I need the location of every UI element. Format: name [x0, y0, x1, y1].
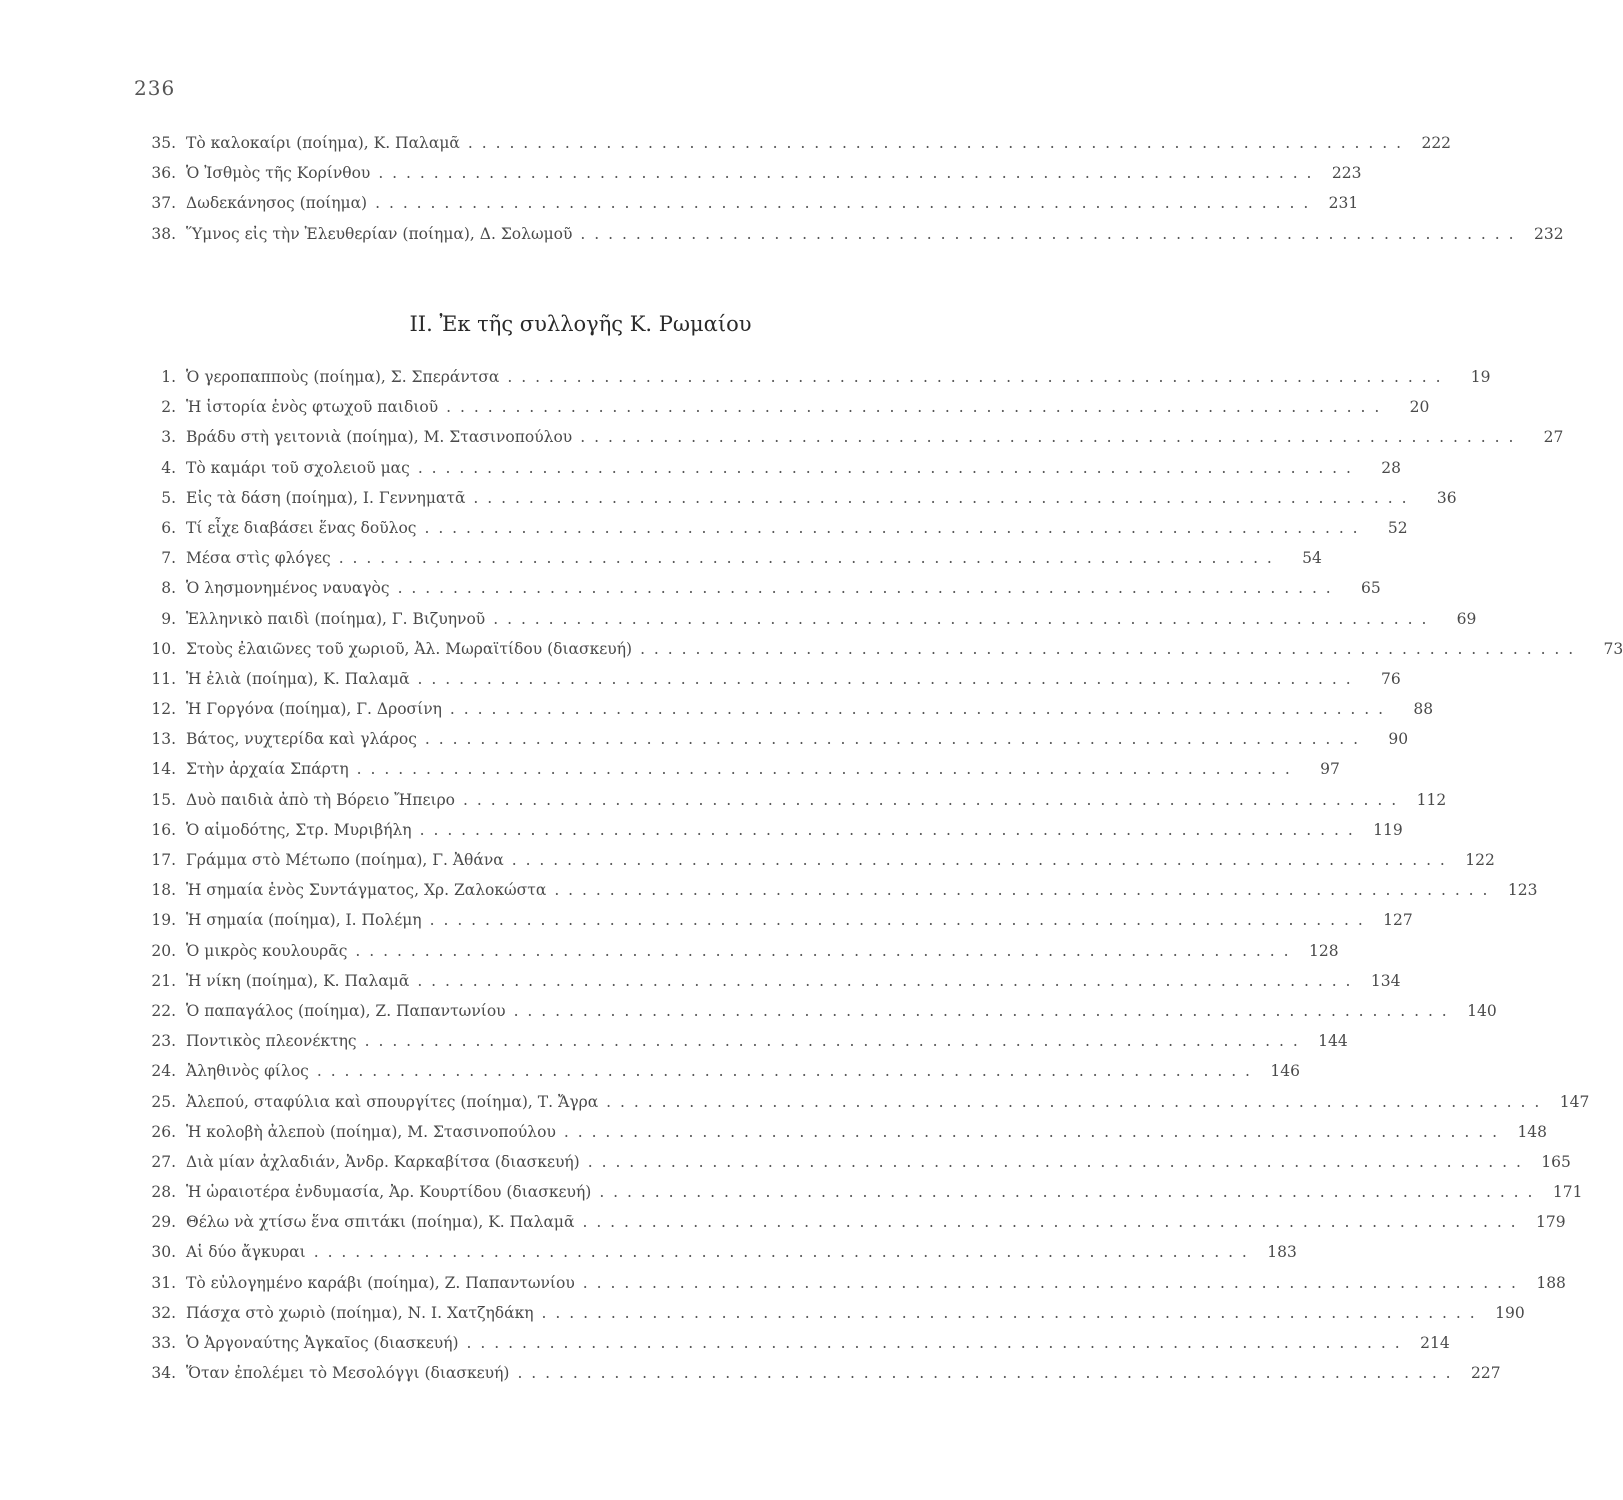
toc-entry-number: 24.: [151, 1062, 176, 1081]
toc-entry: [118, 1364, 1501, 1394]
toc-entry: [118, 881, 1538, 911]
toc-entry-title: Ἡ ἱστορία ἑνὸς φτωχοῦ παιδιοῦ: [186, 398, 439, 417]
dot-leader: [512, 851, 1447, 869]
dot-leader: [640, 640, 1575, 658]
toc-entry-number: 16.: [151, 820, 176, 839]
toc-entry-number: 19.: [151, 911, 176, 930]
toc-entry: [118, 518, 1408, 549]
page-number: 236: [134, 76, 176, 100]
toc-entry-page: 214: [1420, 1334, 1450, 1352]
dot-leader: [582, 1213, 1517, 1231]
toc-entry-number: 8.: [161, 579, 176, 598]
toc-entry-page: 28: [1381, 458, 1401, 477]
toc-entry: [118, 1213, 1566, 1243]
toc-entry-title: Δυὸ παιδιὰ ἀπὸ τὴ Βόρειο Ἤπειρο: [186, 790, 456, 809]
toc-entry-title: Πάσχα στὸ χωριὸ (ποίημα), Ν. Ι. Χατζηδάκη: [186, 1303, 534, 1322]
toc-entry-number: 26.: [151, 1122, 176, 1141]
toc-entry-page: 144: [1318, 1032, 1348, 1051]
dot-leader: [542, 1304, 1477, 1322]
toc-entry-title: Γράμμα στὸ Μέτωπο (ποίημα), Γ. Ἀθάνα: [186, 851, 504, 869]
toc-entry-title: Ὕμνος εἰς τὴν Ἐλευθερίαν (ποίημα), Δ. Σολωμοῦ: [186, 224, 573, 243]
toc-entry-page: 123: [1507, 881, 1538, 900]
dot-leader: [514, 1002, 1449, 1020]
dot-leader: [463, 791, 1398, 809]
toc-entry: [118, 971, 1401, 1002]
toc-entry-number: 37.: [151, 194, 176, 213]
toc-entry: [118, 1243, 1297, 1273]
dot-leader: [339, 549, 1274, 567]
toc-entry-title: Στὴν ἀρχαία Σπάρτη: [186, 760, 349, 779]
toc-entry: [118, 1334, 1450, 1364]
toc-entry: [118, 428, 1564, 458]
dot-leader: [314, 1243, 1249, 1261]
toc-entry-number: 33.: [151, 1334, 176, 1352]
toc-entry-number: 5.: [161, 488, 176, 507]
toc-entry-number: 22.: [151, 1001, 176, 1020]
toc-entry: [118, 458, 1401, 489]
dot-leader: [580, 225, 1515, 243]
toc-entry-number: 20.: [151, 941, 176, 960]
toc-entry-number: 28.: [151, 1183, 176, 1202]
toc-entry-page: 231: [1328, 194, 1359, 213]
toc-entry-title: Βάτος, νυχτερίδα καὶ γλάρος: [186, 730, 417, 749]
toc-entry-title: Ὁ Ἀργοναύτης Ἀγκαῖος (διασκευή): [186, 1334, 459, 1352]
toc-entry-title: Ἡ κολοβὴ ἀλεποὺ (ποίημα), Μ. Στασινοπούλου: [186, 1122, 556, 1141]
toc-entry-page: 69: [1456, 609, 1477, 628]
toc-entry-title: Ἀλεπού, σταφύλια καὶ σπουργίτες (ποίημα), Τ. Ἄγρα: [186, 1092, 599, 1111]
toc-entry: [118, 224, 1564, 255]
toc-entry-title: Ἡ Γοργόνα (ποίημα), Γ. Δροσίνη: [186, 700, 442, 719]
toc-entry-page: 112: [1416, 790, 1447, 809]
toc-entry-title: Ἡ νίκη (ποίημα), Κ. Παλαμᾶ: [186, 971, 410, 990]
toc-entry: [118, 1183, 1583, 1213]
toc-entry-number: 15.: [151, 790, 176, 809]
toc-entry-number: 27.: [151, 1152, 176, 1171]
toc-list-romaiou: [118, 368, 1623, 1394]
toc-entry-number: 4.: [161, 458, 176, 477]
toc-entry-page: 222: [1421, 134, 1452, 152]
toc-entry: [118, 820, 1403, 851]
toc-entry-title: Αἱ δύο ἄγκυραι: [186, 1243, 306, 1262]
dot-leader: [468, 134, 1403, 152]
toc-entry-number: 31.: [151, 1273, 176, 1292]
toc-entry-page: 179: [1536, 1213, 1566, 1232]
toc-entry-page: 54: [1302, 549, 1322, 568]
toc-entry: [118, 1062, 1300, 1092]
toc-entry: [118, 1152, 1571, 1183]
toc-entry: [118, 579, 1381, 609]
toc-entry-title: Ὁ παπαγάλος (ποίημα), Ζ. Παπαντωνίου: [186, 1001, 506, 1020]
toc-entry-title: Τί εἶχε διαβάσει ἕνας δοῦλος: [186, 518, 417, 537]
toc-entry-page: 134: [1370, 971, 1401, 990]
toc-list-continued: [118, 134, 1564, 255]
toc-entry-title: Ἡ ἐλιὰ (ποίημα), Κ. Παλαμᾶ: [186, 669, 410, 688]
toc-entry: [118, 669, 1401, 700]
toc-entry-page: 223: [1331, 164, 1362, 183]
toc-entry: [118, 609, 1477, 640]
toc-entry: [118, 1273, 1566, 1304]
dot-leader: [507, 368, 1442, 386]
toc-entry-page: 90: [1388, 730, 1409, 749]
toc-entry-number: 17.: [151, 851, 176, 869]
toc-entry-number: 12.: [151, 700, 176, 719]
toc-entry-title: Διὰ μίαν ἀχλαδιάν, Ἀνδρ. Καρκαβίτσα (διασκευή): [186, 1152, 580, 1171]
dot-leader: [425, 730, 1360, 748]
toc-entry: [118, 134, 1452, 164]
dot-leader: [317, 1062, 1252, 1080]
toc-entry-page: 19: [1470, 368, 1491, 386]
toc-entry-number: 10.: [151, 639, 176, 658]
toc-entry: [118, 488, 1457, 519]
section-heading: II. Ἐκ τῆς συλλογῆς Κ. Ρωμαίου: [409, 312, 752, 336]
dot-leader: [417, 972, 1352, 990]
toc-entry-page: 140: [1467, 1001, 1497, 1020]
dot-leader: [420, 821, 1355, 839]
toc-entry-number: 18.: [151, 881, 176, 900]
toc-entry-number: 30.: [151, 1243, 176, 1262]
toc-entry-page: 65: [1361, 579, 1381, 598]
toc-entry-title: Ὁ γεροπαπποὺς (ποίημα), Σ. Σπεράντσα: [186, 368, 500, 386]
dot-leader: [606, 1093, 1541, 1111]
toc-entry-number: 13.: [151, 730, 176, 749]
toc-entry-title: Ὁ Ἰσθμὸς τῆς Κορίνθου: [186, 164, 371, 183]
toc-entry-number: 34.: [151, 1364, 176, 1383]
dot-leader: [450, 700, 1385, 718]
toc-entry: [118, 700, 1434, 730]
dot-leader: [580, 428, 1515, 446]
toc-entry: [118, 1122, 1548, 1153]
dot-leader: [473, 489, 1408, 507]
toc-entry-page: 190: [1495, 1303, 1525, 1322]
dot-leader: [467, 1334, 1402, 1352]
dot-leader: [493, 610, 1428, 628]
dot-leader: [398, 579, 1333, 597]
dot-leader: [564, 1123, 1499, 1141]
toc-entry: [118, 368, 1491, 398]
dot-leader: [554, 881, 1489, 899]
toc-entry: [118, 1303, 1525, 1334]
toc-entry: [118, 1092, 1590, 1123]
dot-leader: [418, 459, 1353, 477]
toc-entry-title: Εἰς τὰ δάση (ποίημα), Ι. Γεννηματᾶ: [186, 488, 466, 507]
toc-entry-page: 165: [1541, 1152, 1571, 1171]
dot-leader: [378, 164, 1313, 182]
toc-entry: [118, 851, 1495, 881]
toc-entry: [118, 398, 1430, 428]
toc-entry-number: 29.: [151, 1213, 176, 1232]
toc-entry-title: Τὸ εὐλογημένο καράβι (ποίημα), Ζ. Παπαντωνίου: [186, 1273, 575, 1292]
toc-entry-number: 25.: [151, 1092, 176, 1111]
toc-entry-title: Ὅταν ἐπολέμει τὸ Μεσολόγγι (διασκευή): [186, 1364, 510, 1383]
toc-entry-number: 2.: [161, 398, 176, 417]
toc-entry: [118, 730, 1409, 760]
toc-entry-title: Ὁ αἱμοδότης, Στρ. Μυριβήλη: [186, 820, 412, 839]
toc-entry-number: 11.: [151, 669, 176, 688]
toc-entry-title: Τὸ καμάρι τοῦ σχολειοῦ μας: [186, 458, 410, 477]
toc-entry-page: 97: [1320, 760, 1340, 779]
dot-leader: [355, 942, 1290, 960]
toc-entry-number: 6.: [161, 518, 176, 537]
toc-entry-title: Ἑλληνικὸ παιδὶ (ποίημα), Γ. Βιζυηνοῦ: [186, 609, 486, 628]
toc-entry: [118, 911, 1413, 941]
dot-leader: [583, 1274, 1518, 1292]
toc-entry-page: 20: [1409, 398, 1430, 417]
dot-leader: [375, 194, 1310, 212]
dot-leader: [365, 1032, 1300, 1050]
toc-entry-page: 188: [1536, 1273, 1566, 1292]
toc-entry-title: Θέλω νὰ χτίσω ἕνα σπιτάκι (ποίημα), Κ. Παλαμᾶ: [186, 1213, 575, 1232]
dot-leader: [599, 1183, 1534, 1201]
toc-entry: [118, 790, 1447, 821]
toc-entry-number: 32.: [151, 1303, 176, 1322]
toc-entry-page: 73: [1603, 639, 1623, 658]
toc-entry-page: 76: [1380, 669, 1401, 688]
toc-entry-number: 21.: [151, 971, 176, 990]
toc-entry-title: Δωδεκάνησος (ποίημα): [186, 194, 368, 213]
toc-entry: [118, 1032, 1348, 1062]
dot-leader: [517, 1364, 1452, 1382]
dot-leader: [424, 519, 1359, 537]
toc-entry-title: Ὁ μικρὸς κουλουρᾶς: [186, 941, 348, 960]
toc-entry-number: 35.: [151, 134, 176, 152]
toc-entry-title: Τὸ καλοκαίρι (ποίημα), Κ. Παλαμᾶ: [186, 134, 460, 152]
toc-entry-title: Ἡ σημαία (ποίημα), Ι. Πολέμη: [186, 911, 422, 930]
toc-entry: [118, 194, 1359, 224]
toc-entry-title: Βράδυ στὴ γειτονιὰ (ποίημα), Μ. Στασινοπούλου: [186, 428, 573, 447]
toc-entry: [118, 639, 1623, 670]
toc-entry-page: 171: [1552, 1183, 1583, 1202]
toc-entry-page: 119: [1373, 820, 1403, 839]
toc-entry: [118, 164, 1362, 194]
toc-entry-number: 14.: [151, 760, 176, 779]
toc-entry-page: 27: [1543, 428, 1564, 447]
toc-entry: [118, 1001, 1497, 1032]
toc-entry-page: 122: [1465, 851, 1495, 869]
toc-entry-page: 146: [1270, 1062, 1300, 1081]
dot-leader: [588, 1153, 1523, 1171]
dot-leader: [446, 398, 1381, 416]
toc-entry-page: 232: [1533, 224, 1564, 243]
toc-entry-title: Ὁ λησμονημένος ναυαγὸς: [186, 579, 390, 598]
toc-entry-page: 227: [1471, 1364, 1501, 1383]
toc-entry-page: 36: [1436, 488, 1457, 507]
dot-leader: [418, 670, 1353, 688]
toc-entry: [118, 549, 1322, 579]
toc-entry-title: Μέσα στὶς φλόγες: [186, 549, 331, 568]
dot-leader: [357, 760, 1292, 778]
toc-entry: [118, 760, 1340, 790]
toc-entry-page: 128: [1308, 941, 1339, 960]
toc-entry-page: 52: [1387, 518, 1408, 537]
toc-entry-number: 36.: [151, 164, 176, 183]
dot-leader: [430, 911, 1365, 929]
toc-entry-page: 88: [1413, 700, 1434, 719]
toc-entry-title: Στοὺς ἐλαιῶνες τοῦ χωριοῦ, Ἀλ. Μωραϊτίδου (διασκευή): [186, 639, 633, 658]
toc-entry-number: 3.: [161, 428, 176, 447]
toc-entry-page: 127: [1383, 911, 1413, 930]
toc-entry-title: Ἡ σημαία ἑνὸς Συντάγματος, Χρ. Ζαλοκώστα: [186, 881, 547, 900]
toc-entry-page: 147: [1559, 1092, 1590, 1111]
toc-entry-number: 7.: [161, 549, 176, 568]
toc-entry-page: 148: [1517, 1122, 1548, 1141]
toc-entry-title: Ἡ ὡραιοτέρα ἐνδυμασία, Ἀρ. Κουρτίδου (διασκευή): [186, 1183, 592, 1202]
toc-entry-title: Ἀληθινὸς φίλος: [186, 1062, 309, 1081]
toc-entry-page: 183: [1267, 1243, 1297, 1262]
toc-entry: [118, 941, 1339, 972]
toc-entry-number: 9.: [161, 609, 176, 628]
toc-entry-number: 1.: [161, 368, 176, 386]
toc-entry-number: 23.: [151, 1032, 176, 1051]
toc-entry-number: 38.: [151, 224, 176, 243]
toc-entry-title: Ποντικὸς πλεονέκτης: [186, 1032, 357, 1051]
